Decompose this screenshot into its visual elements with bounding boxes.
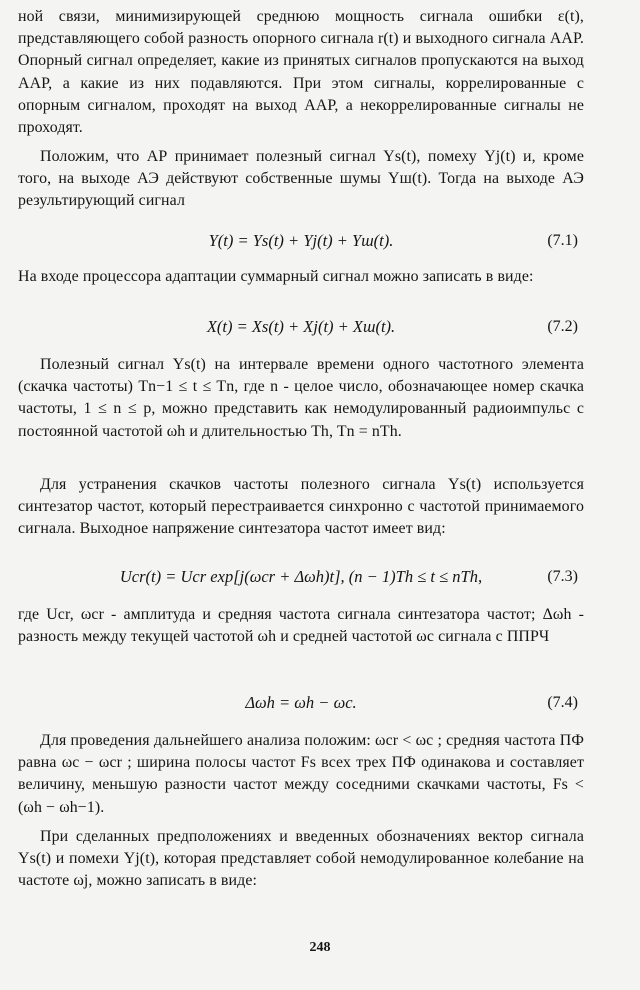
paragraph-5: Для устранения скачков частоты полезного сигнала Ys(t) используется синтезатор частот, который перестраивается синхронно с частотой принимаемого сигнала. Выходное напряжение синтезатора частот имеет вид: bbox=[18, 476, 584, 538]
paragraph-6: где Ucr, ωcr - амплитуда и средняя частота сигнала синтезатора частот; Δωh - разность между текущей частотой ωh и средней частотой ωc сигнала с ППРЧ bbox=[18, 606, 584, 646]
paragraph-7: Для проведения дальнейшего анализа положим: ωcr < ωc ; средняя частота ПФ равна ωc − ωcr ; ширина полосы частот Fs всех трех ПФ одинакова и составляет величину, меньшую разности частот между соседними скачками частоты, Fs < (ωh − ωh−1). bbox=[18, 732, 584, 816]
page-number: 248 bbox=[309, 940, 331, 955]
equation-7-3-number: (7.3) bbox=[547, 568, 578, 585]
equation-7-2-body: X(t) = Xs(t) + Xj(t) + Xш(t). bbox=[206, 317, 396, 336]
paragraph-1: ной связи, минимизирующей среднюю мощность сигнала ошибки ε(t), представляющего собой разность опорного сигнала r(t) и выходного сигнала ААР. Опорный сигнал определяет, какие из принятых сигналов пропускаются на выход ААР, а какие из них подавляются. При этом сигналы, коррелированные с опорным сигналом, проходят на выход ААР, а некоррелированные сигналы не проходят. bbox=[18, 8, 584, 137]
equation-7-2 bbox=[18, 316, 584, 338]
equation-7-4-number: (7.4) bbox=[547, 694, 578, 711]
equation-7-3 bbox=[18, 566, 584, 588]
paragraph-4: Полезный сигнал Ys(t) на интервале времени одного частотного элемента (скачка частоты) Tn−1 ≤ t ≤ Tn, где n - целое число, обозначающее номер скачка частоты, 1 ≤ n ≤ p, можно представить как немодулированный радиоимпульс с постоянной частотой ωh и длительностью Th, Tn = nTh. bbox=[18, 356, 584, 440]
equation-7-1 bbox=[18, 230, 584, 252]
equation-7-1-body: Y(t) = Ys(t) + Yj(t) + Yш(t). bbox=[208, 231, 394, 250]
equation-7-2-number: (7.2) bbox=[547, 318, 578, 335]
equation-7-1-number: (7.1) bbox=[547, 232, 578, 249]
equation-7-3-body: Ucr(t) = Ucr exp[j(ωcr + Δωh)t], (n − 1)Th ≤ t ≤ nTh, bbox=[119, 567, 483, 586]
equation-7-4 bbox=[18, 692, 584, 714]
paragraph-2: Положим, что АР принимает полезный сигнал Ys(t), помеху Yj(t) и, кроме того, на выходе АЭ действуют собственные шумы Yш(t). Тогда на выходе АЭ результирующий сигнал bbox=[18, 148, 584, 210]
equation-7-4-body: Δωh = ωh − ωc. bbox=[245, 693, 357, 712]
paragraph-3: На входе процессора адаптации суммарный сигнал можно записать в виде: bbox=[18, 268, 534, 285]
paragraph-8: При сделанных предположениях и введенных обозначениях вектор сигнала Ys(t) и помехи Yj(t), которая представляет собой немодулированное колебание на частоте ωj, можно записать в виде: bbox=[18, 828, 584, 890]
